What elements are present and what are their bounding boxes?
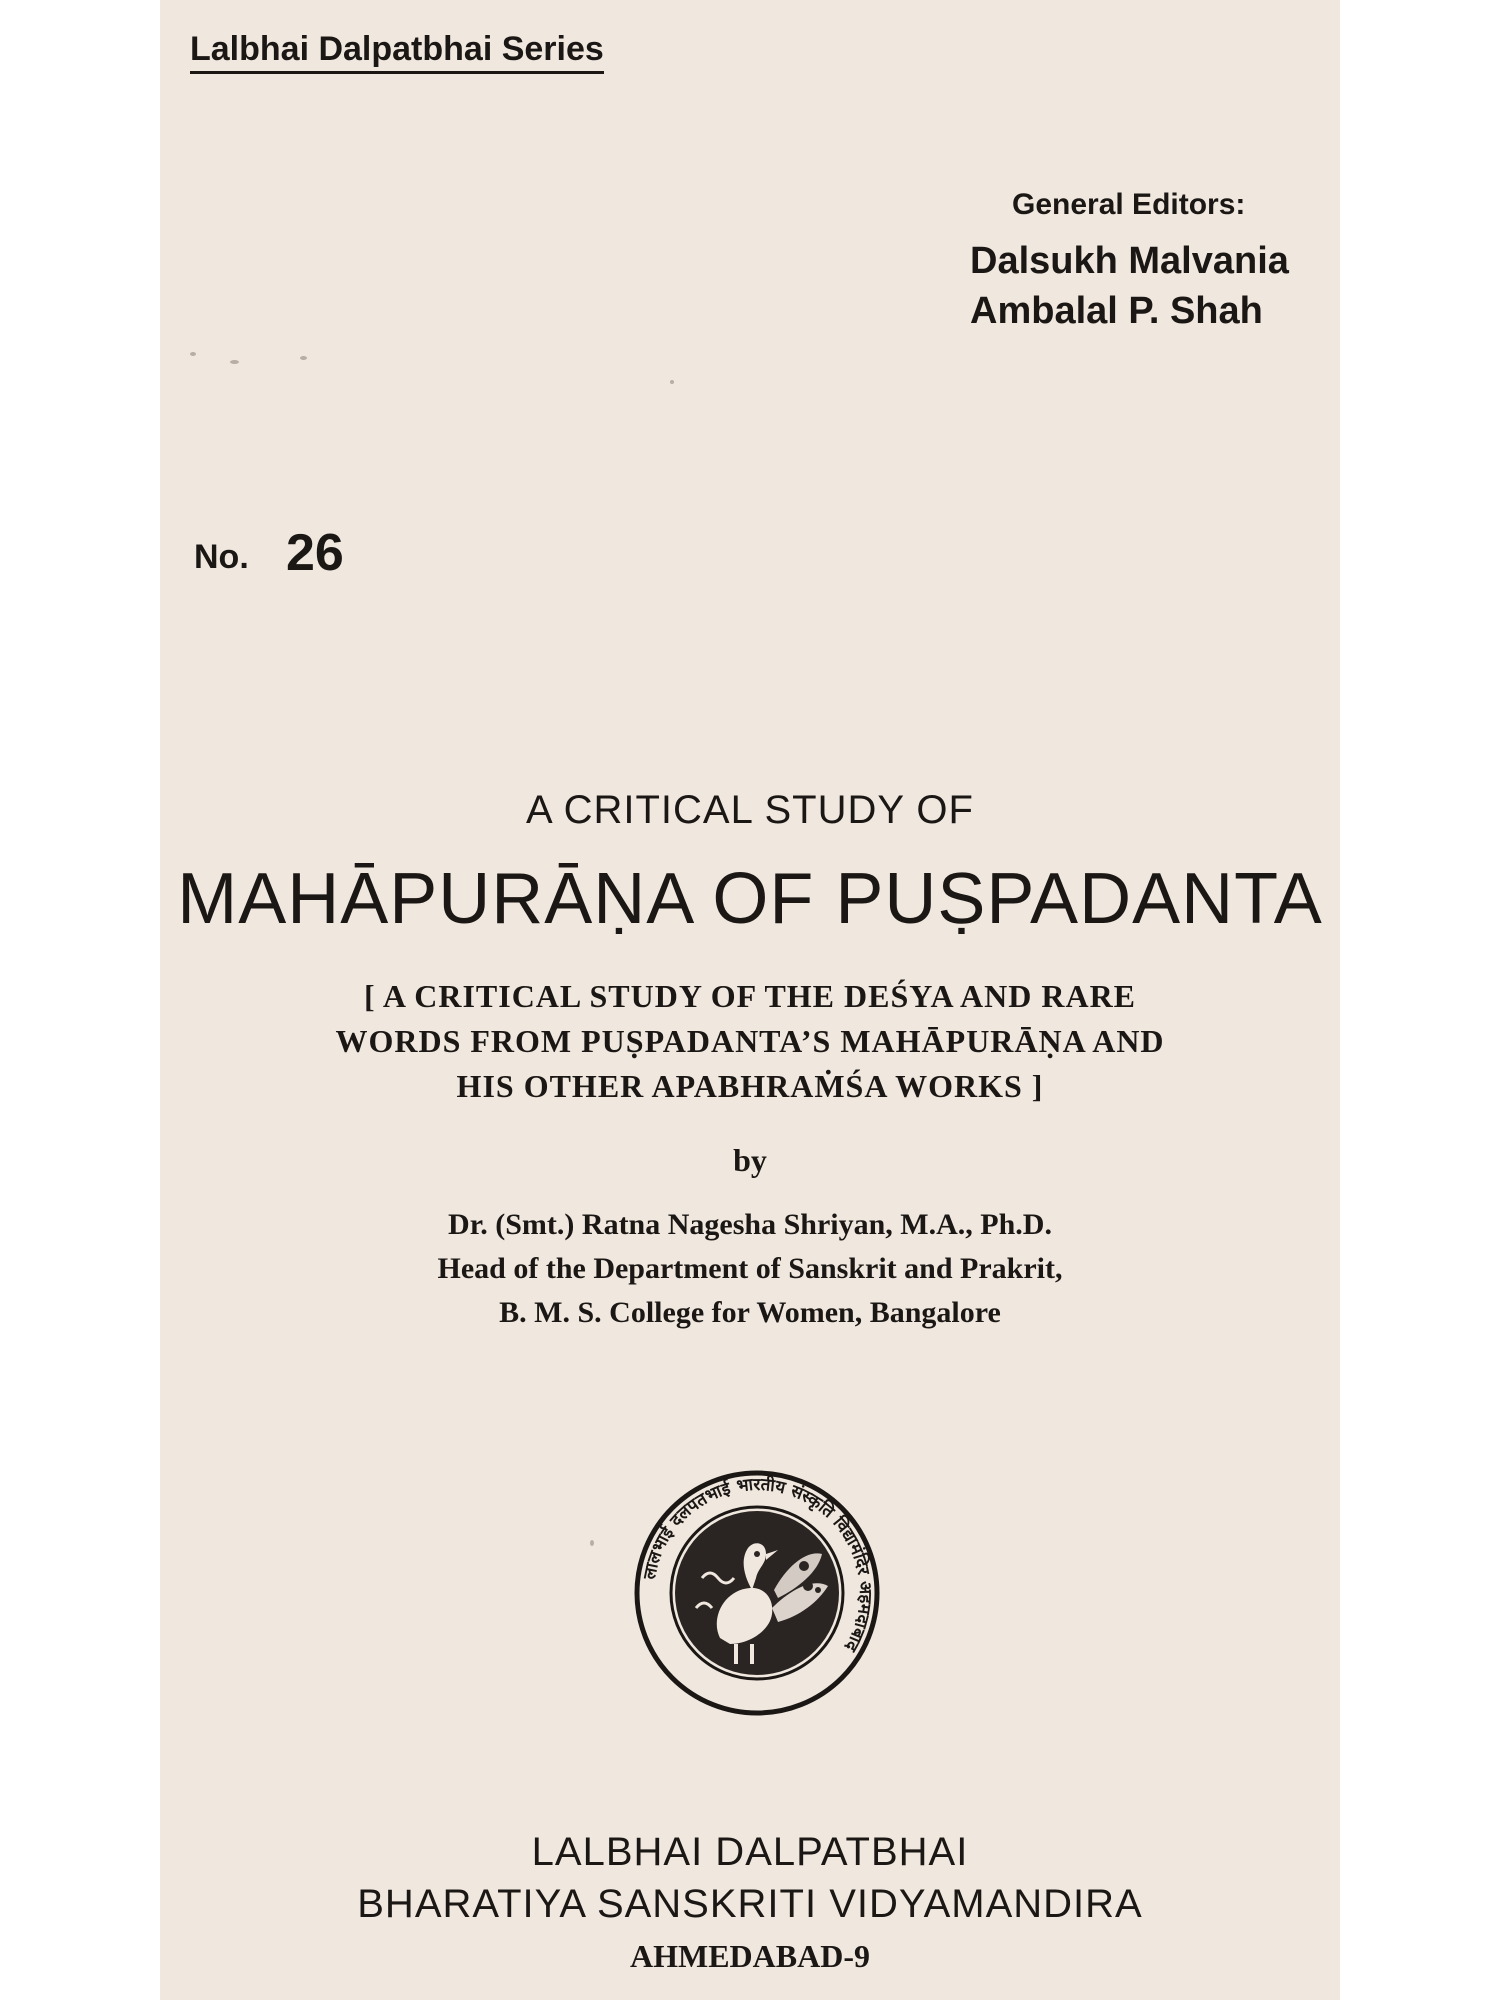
peacock-seal-icon [632,1468,882,1718]
author-institution: B. M. S. College for Women, Bangalore [499,1296,1001,1329]
author-position: Head of the Department of Sanskrit and Prakrit, [437,1252,1063,1285]
paper-speck [300,356,307,360]
paper-speck [670,380,674,384]
general-editors-label: General Editors: [1012,188,1246,221]
author-name: Dr. (Smt.) Ratna Nagesha Shriyan, M.A., Ph.D. [448,1208,1052,1241]
title-prefix: A CRITICAL STUDY OF [526,788,974,832]
paper-speck [190,352,196,356]
by-label: by [733,1142,767,1178]
book-title: MAHĀPURĀṆA OF PUṢPADANTA [177,859,1323,939]
paper-speck [230,360,239,364]
editor-name: Ambalal P. Shah [970,290,1263,332]
seal-ring-text: लालभाई दलपतभाई भारतीय संस्कृति विद्यामंदिर अहमदाबाद [639,1474,876,1655]
editor-name: Dalsukh Malvania [970,240,1289,282]
series-name: Lalbhai Dalpatbhai Series [190,30,604,74]
publisher-name: LALBHAI DALPATBHAI [531,1830,969,1874]
title-description-line: WORDS FROM PUṢPADANTA’S MAHĀPURĀṆA AND [335,1023,1165,1059]
title-description-line: [ A CRITICAL STUDY OF THE DEŚYA AND RARE [363,978,1137,1014]
title-description-line: HIS OTHER APABHRAṀŚA WORKS ] [456,1068,1044,1104]
series-number-label: No. [194,538,249,576]
publisher-city: AHMEDABAD-9 [630,1938,870,1974]
series-number: 26 [286,524,344,582]
publisher-institute: BHARATIYA SANSKRITI VIDYAMANDIRA [357,1882,1143,1926]
paper-speck [590,1540,594,1546]
